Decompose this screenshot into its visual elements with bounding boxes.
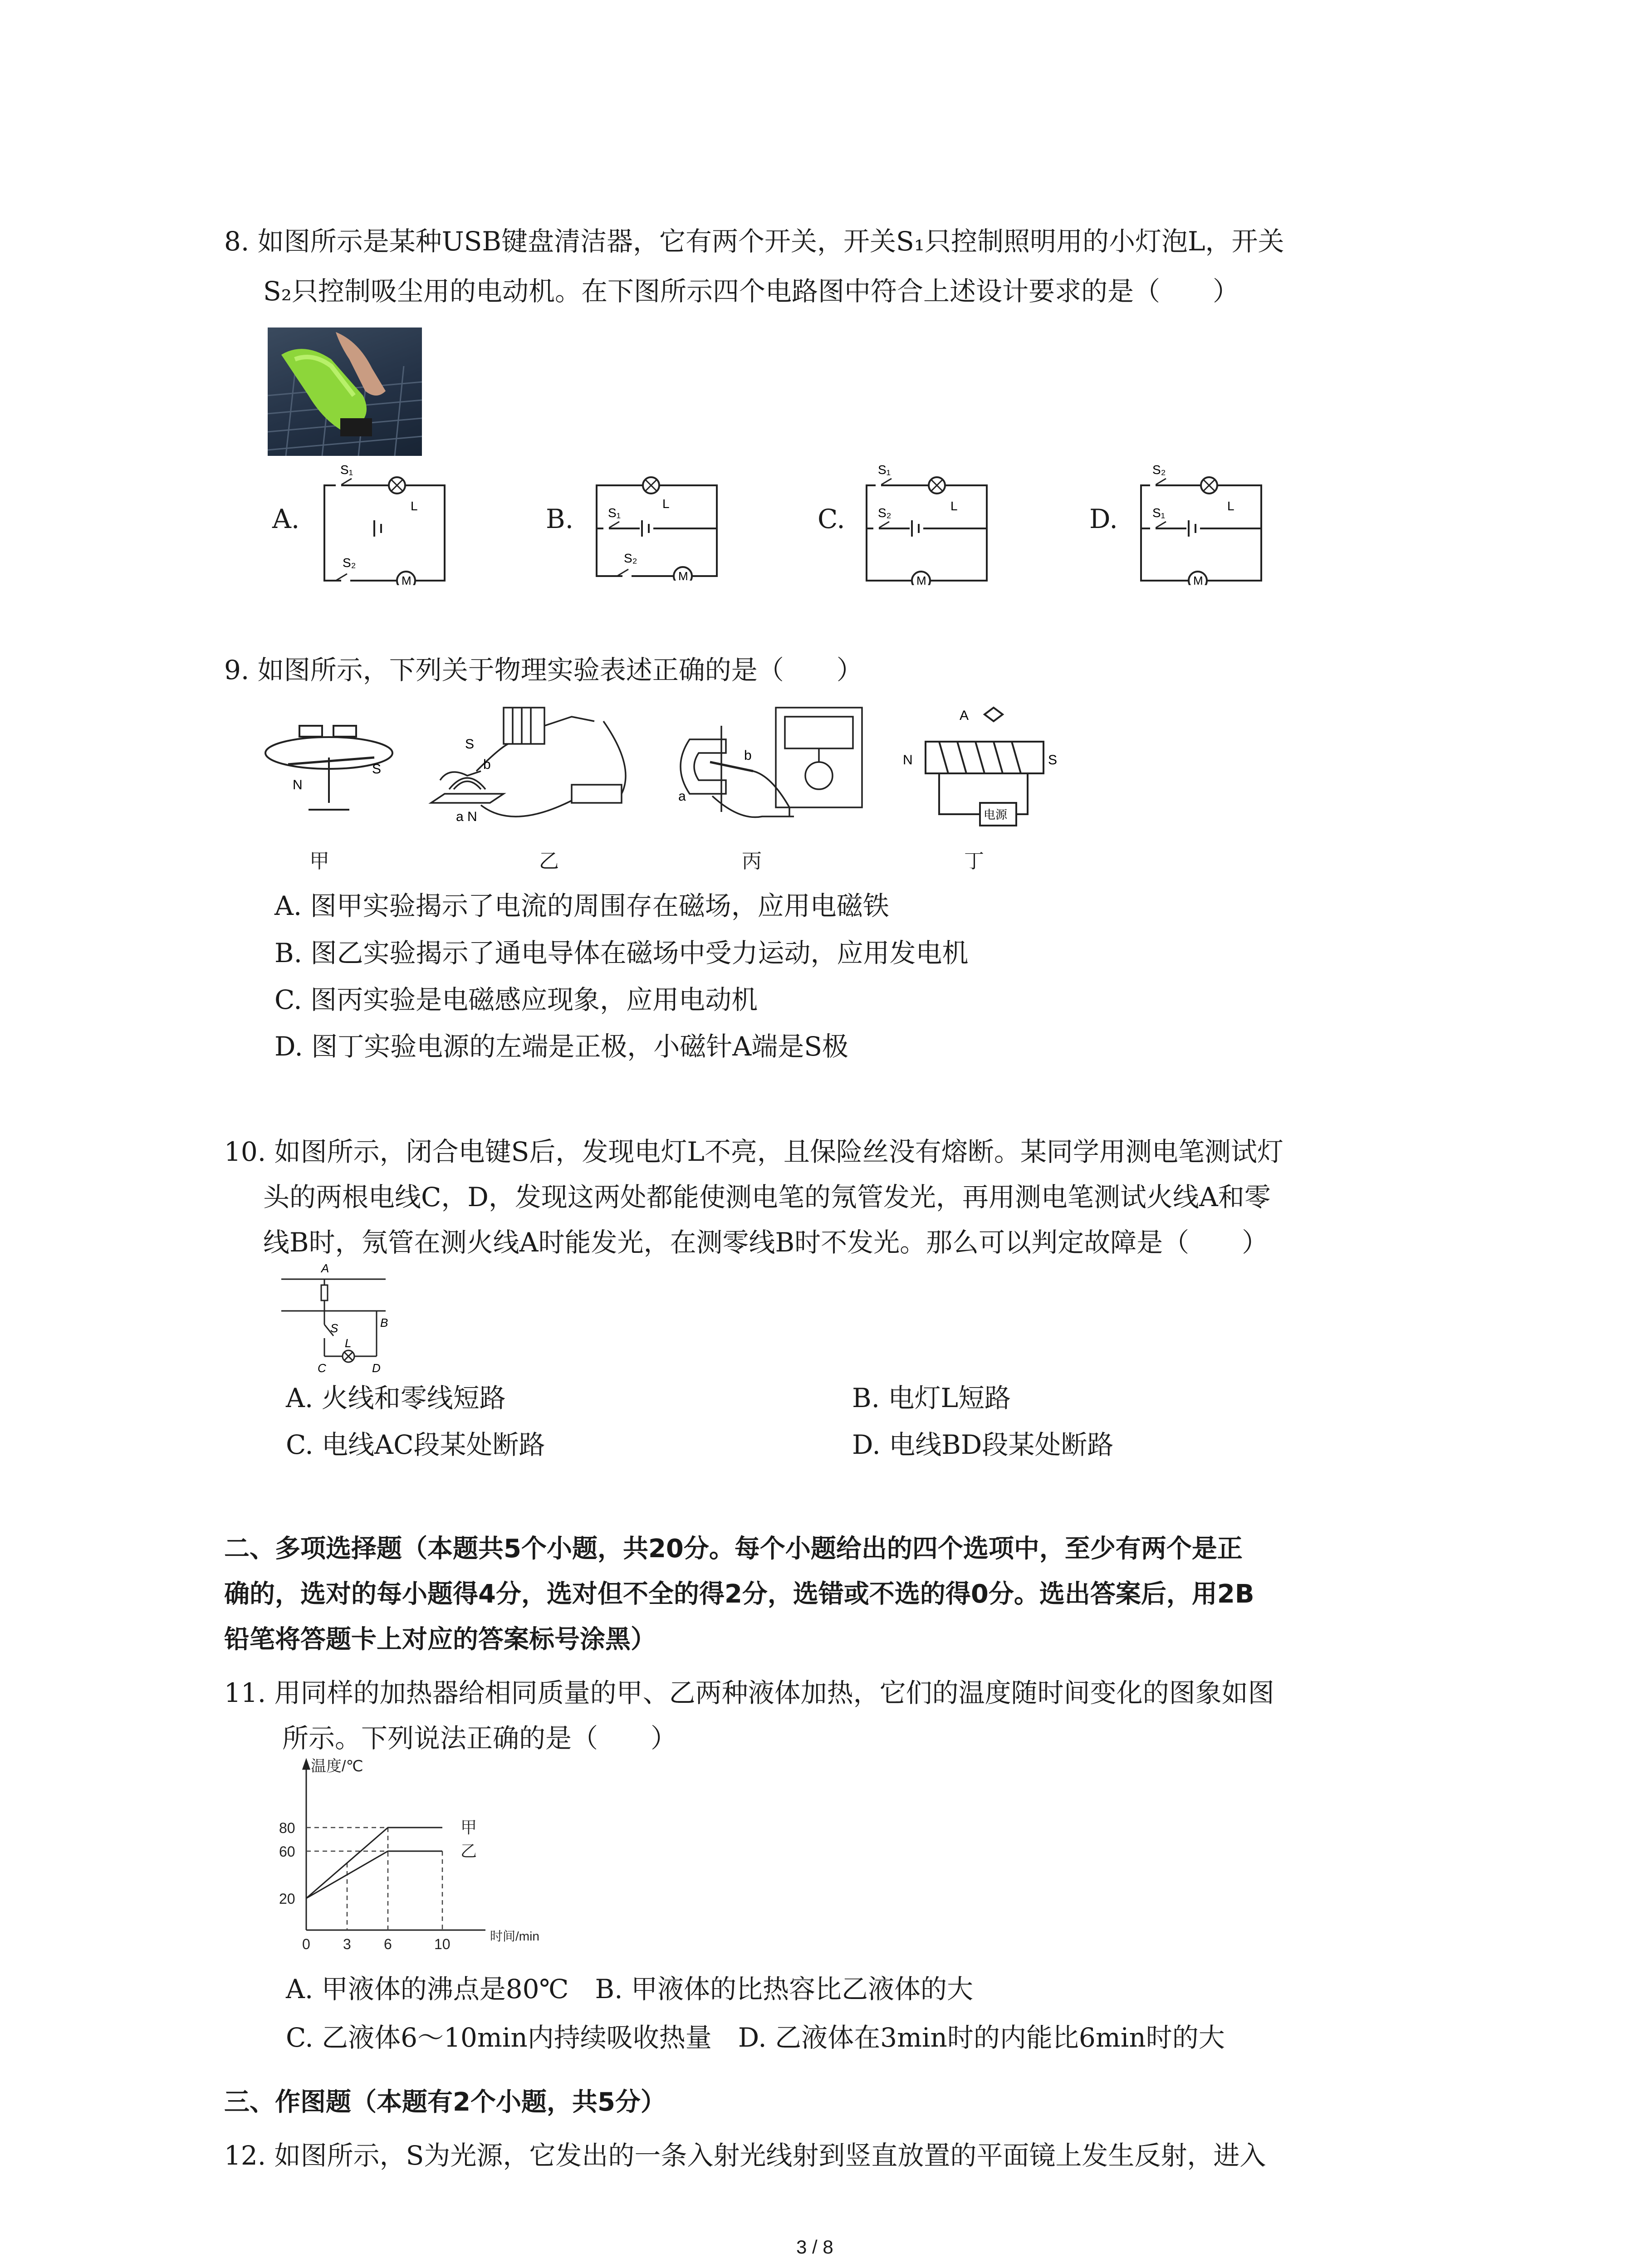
q8-option-d[interactable]: D.	[1089, 503, 1118, 534]
x-tick-6: 6	[384, 1936, 392, 1952]
fig-ding-n-label: N	[903, 753, 913, 767]
q9-option-a[interactable]: A. 图甲实验揭示了电流的周围存在磁场，应用电磁铁	[274, 890, 889, 921]
x-tick-0: 0	[302, 1936, 310, 1952]
fig-ding-s-label: S	[1048, 753, 1058, 767]
section3-heading: 三、作图题（本题有2个小题，共5分）	[224, 2087, 666, 2117]
y-axis-arrow	[303, 1760, 309, 1769]
q8-option-a[interactable]: A.	[272, 503, 300, 534]
circuit-c-s2-label: S₂	[878, 506, 892, 520]
circuit-c-s1-label: S₁	[878, 463, 891, 477]
fig-jia-n-label: N	[293, 777, 303, 792]
circuit-b-s2-label: S₂	[624, 551, 637, 565]
circuit-c-l-label: L	[950, 499, 958, 513]
series-line-1	[306, 1851, 442, 1898]
fig-yi-n-label: N	[467, 809, 477, 824]
q10-label-l: L	[345, 1336, 352, 1350]
circuit-a-motor-label: M	[402, 574, 411, 585]
q8-line1: 8. 如图所示是某种USB键盘清洁器，它有两个开关，开关S₁只控制照明用的小灯泡L，开关	[224, 226, 1284, 257]
q9-option-b[interactable]: B. 图乙实验揭示了通电导体在磁场中受力运动，应用发电机	[274, 938, 969, 968]
y-tick-20: 20	[279, 1891, 295, 1907]
q9-fig-label-jia: 甲	[309, 850, 329, 873]
page-number: 3 / 8	[796, 2236, 833, 2258]
q9-fig-label-yi: 乙	[539, 850, 559, 873]
circuit-a-s2-label: S₂	[343, 556, 356, 570]
y-tick-80: 80	[279, 1820, 295, 1836]
q10-label-d: D	[372, 1361, 381, 1374]
q8-option-b[interactable]: B.	[546, 503, 574, 534]
q9-option-d[interactable]: D. 图丁实验电源的左端是正极，小磁针A端是S极	[274, 1031, 848, 1062]
x-tick-3: 3	[343, 1936, 351, 1952]
q9-stem: 9. 如图所示，下列关于物理实验表述正确的是（ ）	[224, 655, 863, 685]
section2-heading-line3: 铅笔将答题卡上对应的答案标号涂黑）	[224, 1625, 656, 1654]
q11-line2: 所示。下列说法正确的是（ ）	[282, 1723, 677, 1754]
q11-option-ab[interactable]: A. 甲液体的沸点是80℃ B. 甲液体的比热容比乙液体的大	[286, 1974, 973, 2004]
q8-circuit-b	[590, 472, 726, 581]
q9-figure-ding	[903, 701, 1066, 837]
q10-label-c: C	[318, 1361, 326, 1374]
circuit-d-s1-label: S₁	[1152, 506, 1166, 520]
x-tick-10: 10	[434, 1936, 451, 1952]
q9-figure-bing	[671, 699, 885, 830]
q10-label-s: S	[330, 1321, 338, 1335]
fig-yi-s-label: S	[465, 737, 475, 752]
q11-option-cd[interactable]: C. 乙液体6～10min内持续吸收热量 D. 乙液体在3min时的内能比6min时的大	[286, 2022, 1225, 2053]
q10-option-b[interactable]: B. 电灯L短路	[852, 1383, 1011, 1413]
q10-label-a: A	[321, 1261, 329, 1275]
circuit-a-s1-label: S₁	[340, 463, 353, 477]
y-axis-label: 温度/℃	[311, 1758, 363, 1775]
fig-ding-power-label: 电源	[984, 808, 1008, 821]
section2-heading-line1: 二、多项选择题（本题共5个小题，共20分。每个小题给出的四个选项中，至少有两个是正	[224, 1534, 1243, 1564]
q10-option-d[interactable]: D. 电线BD段某处断路	[852, 1429, 1114, 1460]
fig-ding-a-label: A	[960, 708, 969, 723]
circuit-c-motor-label: M	[916, 574, 926, 585]
fig-jia-s-label: S	[372, 762, 382, 777]
q11-line1: 11. 用同样的加热器给相同质量的甲、乙两种液体加热，它们的温度随时间变化的图象如图	[224, 1677, 1274, 1708]
q8-line2: S₂只控制吸尘用的电动机。在下图所示四个电路图中符合上述设计要求的是（ ）	[263, 276, 1239, 307]
section2-heading-line2: 确的，选对的每小题得4分，选对但不全的得2分，选错或不选的得0分。选出答案后，用2B	[224, 1579, 1254, 1609]
q10-label-b: B	[380, 1316, 388, 1330]
q8-circuit-a	[318, 460, 454, 585]
series-label-1: 乙	[460, 1842, 477, 1860]
q11-temperature-chart	[277, 1755, 558, 1960]
q9-fig-label-bing: 丙	[742, 850, 762, 873]
q8-option-c[interactable]: C.	[818, 503, 845, 534]
series-line-0	[306, 1828, 442, 1898]
q10-line1: 10. 如图所示，闭合电键S后，发现电灯L不亮，且保险丝没有熔断。某同学用测电笔测试灯	[224, 1136, 1283, 1167]
circuit-d-motor-label: M	[1193, 574, 1203, 585]
circuit-b-l-label: L	[662, 497, 670, 511]
q8-circuit-d	[1134, 460, 1270, 585]
circuit-d-l-label: L	[1227, 499, 1234, 513]
fig-bing-a-label: a	[678, 789, 686, 804]
series-label-0: 甲	[460, 1818, 477, 1837]
q8-circuit-c	[860, 460, 996, 585]
q9-figure-jia	[261, 717, 397, 821]
q10-option-c[interactable]: C. 电线AC段某处断路	[286, 1429, 545, 1460]
q9-fig-label-ding: 丁	[964, 850, 984, 873]
q9-option-c[interactable]: C. 图丙实验是电磁感应现象，应用电动机	[274, 984, 758, 1015]
fig-yi-b-label: b	[483, 757, 491, 772]
q10-option-a[interactable]: A. 火线和零线短路	[286, 1383, 506, 1413]
circuit-b-motor-label: M	[678, 569, 688, 581]
circuit-b-s1-label: S₁	[608, 506, 621, 520]
keyboard-cleaner-photo	[268, 327, 422, 456]
circuit-d-s2-label: S₂	[1152, 463, 1166, 477]
q12-line1: 12. 如图所示，S为光源，它发出的一条入射光线射到竖直放置的平面镜上发生反射，进入	[224, 2140, 1266, 2171]
q9-figure-yi	[422, 699, 640, 830]
q10-line3: 线B时，氖管在测火线A时能发光，在测零线B时不发光。那么可以判定故障是（ ）	[263, 1227, 1269, 1258]
fig-bing-b-label: b	[744, 748, 752, 763]
fig-yi-a-label: a	[456, 809, 464, 824]
q10-circuit-figure	[281, 1259, 395, 1374]
q10-line2: 头的两根电线C，D，发现这两处都能使测电笔的氖管发光，再用测电笔测试火线A和零	[263, 1182, 1271, 1212]
x-axis-label: 时间/min	[490, 1929, 539, 1943]
y-tick-60: 60	[279, 1843, 295, 1860]
circuit-a-l-label: L	[411, 499, 418, 513]
